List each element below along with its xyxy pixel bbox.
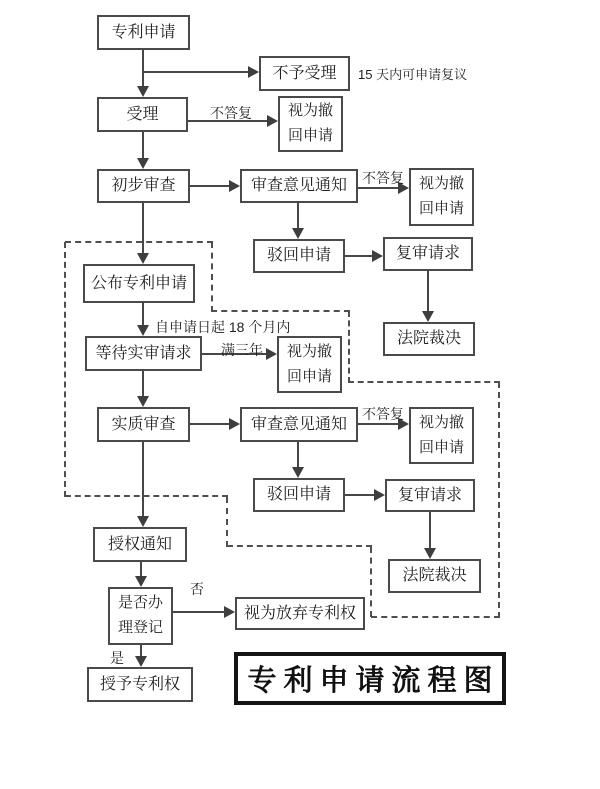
- edge-reexam2-court2-arrowhead: [424, 548, 436, 559]
- label-no: 否: [190, 581, 204, 597]
- node-grant-notice: 授权通知: [93, 527, 187, 562]
- edge-registration-grant-line: [140, 645, 142, 656]
- edge-notice1-reject1-arrowhead: [292, 228, 304, 239]
- label-no-reply-1: 不答复: [210, 105, 252, 121]
- edge-acceptance-prelim-line: [142, 132, 144, 159]
- node-await-substantive-request: 等待实审请求: [85, 336, 202, 371]
- dashed-border-segment: [211, 242, 213, 312]
- node-exam-opinion-notice-2: 审查意见通知: [240, 407, 358, 442]
- edge-publish-await-arrowhead: [137, 325, 149, 336]
- edge-await-substantive-arrowhead: [137, 396, 149, 407]
- edge-reexam1-court1-line: [427, 271, 429, 311]
- dashed-border-segment: [227, 545, 372, 547]
- node-exam-opinion-notice-1: 审查意见通知: [240, 169, 358, 203]
- edge-substantive-grantnotice-arrowhead: [137, 516, 149, 527]
- edge-notice2-reject2-arrowhead: [292, 467, 304, 478]
- edge-prelim-publish-line: [142, 203, 144, 253]
- edge-reexam2-court2-line: [429, 512, 431, 548]
- edge-reject2-reexam2-line: [345, 494, 374, 496]
- node-grant-patent: 授予专利权: [87, 667, 193, 702]
- edge-publish-await-line: [142, 303, 144, 325]
- node-reject-application-1: 驳回申请: [253, 239, 345, 273]
- label-reconsideration-note: 15 天内可申请复议: [358, 67, 468, 82]
- node-deemed-withdrawn-1: 视为撤回申请: [278, 96, 343, 152]
- edge-reject1-reexam1-line: [345, 255, 372, 257]
- edge-prelim-publish-arrowhead: [137, 253, 149, 264]
- dashed-border-segment: [348, 311, 350, 383]
- dashed-border-segment: [64, 242, 66, 497]
- node-registration-decision: 是否办理登记: [108, 587, 173, 645]
- edge-reject2-reexam2-arrowhead: [374, 489, 385, 501]
- label-yes: 是: [110, 650, 124, 666]
- label-within-18-months: 自申请日起 18 个月内: [155, 319, 291, 335]
- node-deemed-abandoned: 视为放弃专利权: [235, 597, 365, 630]
- dashed-border-segment: [211, 310, 350, 312]
- edge-application-acceptance-arrowhead: [137, 86, 149, 97]
- edge-registration-abandoned-arrowhead: [224, 606, 235, 618]
- node-reject-application-2: 驳回申请: [253, 478, 345, 512]
- label-no-reply-3: 不答复: [362, 406, 404, 422]
- label-after-three-years: 满三年: [221, 342, 263, 358]
- edge-application-notaccepted-arrowhead: [248, 66, 259, 78]
- node-preliminary-exam: 初步审查: [97, 169, 190, 203]
- edge-grantnotice-registration-line: [140, 562, 142, 576]
- edge-notice2-reject2-line: [297, 442, 299, 468]
- edge-grantnotice-registration-arrowhead: [135, 576, 147, 587]
- edge-prelim-notice1-line: [190, 185, 229, 187]
- node-deemed-withdrawn-2: 视为撤回申请: [409, 168, 474, 226]
- dashed-border-segment: [348, 381, 500, 383]
- node-reexam-request-1: 复审请求: [383, 237, 473, 271]
- dashed-border-segment: [498, 382, 500, 618]
- edge-acceptance-withdrawn-arrowhead: [267, 115, 278, 127]
- edge-registration-grant-arrowhead: [135, 656, 147, 667]
- edge-substantive-grantnotice-line: [142, 442, 144, 516]
- diagram-title: 专利申请流程图: [234, 652, 506, 705]
- edge-await-substantive-line: [142, 371, 144, 396]
- node-court-ruling-1: 法院裁决: [383, 322, 475, 356]
- node-court-ruling-2: 法院裁决: [388, 559, 481, 593]
- edge-await-withdrawn-arrowhead: [266, 348, 277, 360]
- edge-application-acceptance-line: [142, 50, 144, 88]
- node-deemed-withdrawn-3: 视为撤回申请: [277, 336, 342, 393]
- edge-notice1-reject1-line: [297, 203, 299, 228]
- edge-acceptance-prelim-arrowhead: [137, 158, 149, 169]
- edge-prelim-notice1-arrowhead: [229, 180, 240, 192]
- edge-reject1-reexam1-arrowhead: [372, 250, 383, 262]
- node-acceptance: 受理: [97, 97, 188, 132]
- dashed-border-segment: [65, 241, 213, 243]
- edge-application-notaccepted-line: [143, 71, 248, 73]
- edge-registration-abandoned-line: [173, 611, 224, 613]
- edge-substantive-notice2-arrowhead: [229, 418, 240, 430]
- edge-reexam1-court1-arrowhead: [422, 311, 434, 322]
- node-publish-application: 公布专利申请: [83, 264, 195, 303]
- node-patent-application: 专利申请: [97, 15, 190, 50]
- dashed-border-segment: [65, 495, 228, 497]
- label-no-reply-2: 不答复: [362, 170, 404, 186]
- dashed-border-segment: [370, 547, 372, 617]
- dashed-border-segment: [226, 497, 228, 547]
- node-not-accepted: 不予受理: [259, 56, 350, 91]
- node-reexam-request-2: 复审请求: [385, 479, 475, 512]
- edge-substantive-notice2-line: [190, 423, 229, 425]
- node-substantive-exam: 实质审查: [97, 407, 190, 442]
- dashed-border-segment: [371, 616, 500, 618]
- node-deemed-withdrawn-4: 视为撤回申请: [409, 407, 474, 464]
